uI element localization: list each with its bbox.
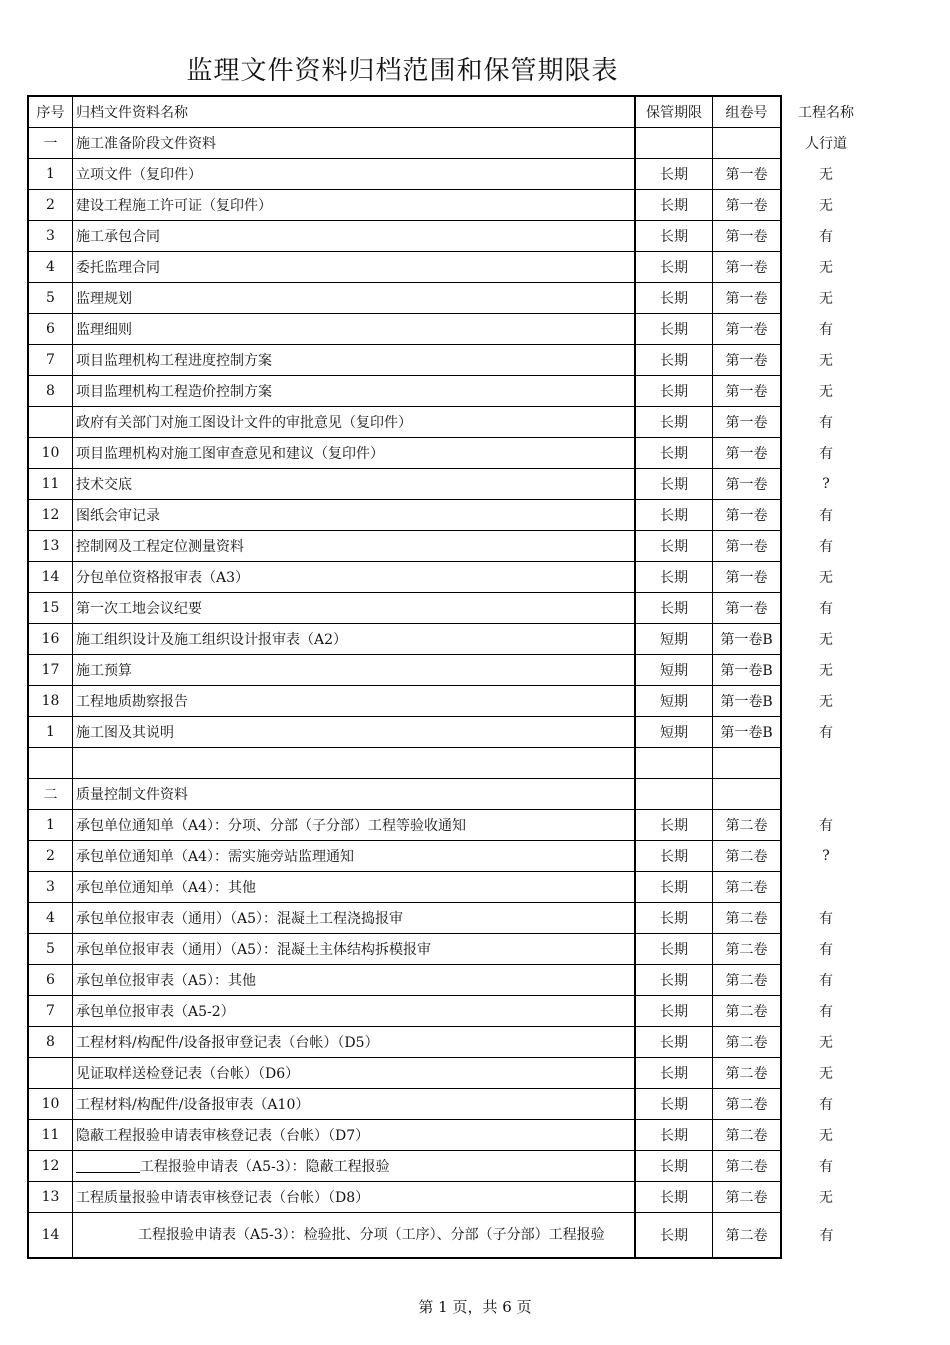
row-retention: 长期: [635, 345, 713, 376]
row-retention: 长期: [635, 1027, 713, 1058]
row-seq: 13: [28, 531, 73, 562]
row-seq: 3: [28, 221, 73, 252]
row-seq: 1: [28, 717, 73, 748]
row-retention: 长期: [635, 996, 713, 1027]
row-name: 工程地质勘察报告: [73, 686, 636, 717]
table-row: [28, 903, 871, 934]
table-row: [28, 562, 871, 593]
row-name: 承包单位通知单（A4）：需实施旁站监理通知: [73, 841, 636, 872]
table-row: [28, 748, 871, 779]
row-retention: 长期: [635, 1213, 713, 1259]
row-retention: 长期: [635, 903, 713, 934]
row-name-text: 工程报验申请表（A5-3）：检验批、分项（工序）、分部（子分部）工程报验: [138, 1227, 605, 1243]
row-seq: 10: [28, 438, 73, 469]
row-retention: 长期: [635, 283, 713, 314]
row-project: ?: [822, 848, 830, 864]
table-row: [28, 159, 871, 190]
table-row: [28, 1027, 871, 1058]
row-retention: 长期: [635, 1151, 713, 1182]
table-row: [28, 593, 871, 624]
table-row: [28, 965, 871, 996]
row-seq: 11: [28, 469, 73, 500]
row-project: 有: [819, 601, 833, 617]
row-seq: 6: [28, 314, 73, 345]
row-volume: 第二卷: [713, 1089, 782, 1120]
row-volume: 第一卷: [713, 407, 782, 438]
row-project: 有: [819, 508, 833, 524]
table-row: [28, 1213, 871, 1259]
table-row: [28, 531, 871, 562]
row-project: 有: [819, 415, 833, 431]
row-project: 无: [819, 260, 833, 276]
row-name: 第一次工地会议纪要: [73, 593, 636, 624]
row-name: 委托监理合同: [73, 252, 636, 283]
row-volume: 第一卷: [713, 345, 782, 376]
row-seq: 12: [28, 500, 73, 531]
row-seq: 10: [28, 1089, 73, 1120]
table-row: [28, 252, 871, 283]
row-name: 技术交底: [73, 469, 636, 500]
table-row: [28, 1058, 871, 1089]
row-retention: 长期: [635, 159, 713, 190]
table-row: [28, 221, 871, 252]
row-volume: 第二卷: [713, 872, 782, 903]
table-row: [28, 345, 871, 376]
row-retention: 长期: [635, 407, 713, 438]
table-row: [28, 996, 871, 1027]
row-project: [781, 748, 871, 779]
row-name: 项目监理机构工程进度控制方案: [73, 345, 636, 376]
page-title: 监理文件资料归档范围和保管期限表: [186, 56, 619, 86]
row-project: 无: [819, 198, 833, 214]
row-project: 无: [819, 291, 833, 307]
row-retention: 长期: [635, 314, 713, 345]
row-project: 有: [819, 725, 833, 741]
row-project: 有: [819, 942, 833, 958]
row-retention: 长期: [635, 593, 713, 624]
row-name: 承包单位通知单（A4）：其他: [73, 872, 636, 903]
row-volume: 第二卷: [713, 1120, 782, 1151]
row-volume: 第二卷: [713, 965, 782, 996]
row-project: 无: [819, 384, 833, 400]
row-project: 有: [819, 818, 833, 834]
row-volume: 第一卷B: [713, 717, 782, 748]
row-seq: 5: [28, 283, 73, 314]
row-seq: 8: [28, 376, 73, 407]
table-row: [28, 655, 871, 686]
row-volume: 第二卷: [713, 1058, 782, 1089]
row-retention: 长期: [635, 562, 713, 593]
row-volume: 第一卷: [713, 438, 782, 469]
row-volume: 第二卷: [713, 934, 782, 965]
row-project: 无: [819, 167, 833, 183]
table-row: [28, 1182, 871, 1213]
table-row: [28, 934, 871, 965]
row-volume: 第一卷: [713, 283, 782, 314]
row-volume: 第一卷: [713, 500, 782, 531]
row-project: 无: [819, 353, 833, 369]
row-project: 有: [819, 973, 833, 989]
row-seq: 3: [28, 872, 73, 903]
row-volume: 第二卷: [713, 1182, 782, 1213]
row-retention: 长期: [635, 1182, 713, 1213]
row-seq: 2: [28, 190, 73, 221]
row-seq: 16: [28, 624, 73, 655]
blank-fill-line: [76, 1158, 140, 1173]
table-body: [28, 96, 871, 1258]
row-seq: 18: [28, 686, 73, 717]
row-volume: 第一卷: [713, 593, 782, 624]
row-name: 项目监理机构工程造价控制方案: [73, 376, 636, 407]
row-volume: 第一卷: [713, 221, 782, 252]
table-row: [28, 469, 871, 500]
row-retention: 长期: [635, 252, 713, 283]
row-name: 图纸会审记录: [73, 500, 636, 531]
row-retention: 长期: [635, 841, 713, 872]
table-row: [28, 376, 871, 407]
row-volume: 第一卷: [713, 314, 782, 345]
row-name: 施工图及其说明: [73, 717, 636, 748]
row-volume: 第二卷: [713, 996, 782, 1027]
table-row: [28, 717, 871, 748]
row-volume: 第一卷: [713, 562, 782, 593]
header-volume: 组卷号: [713, 96, 782, 128]
row-project: 有: [819, 446, 833, 462]
row-volume: 第一卷B: [713, 624, 782, 655]
row-volume: 第一卷: [713, 159, 782, 190]
row-project: 无: [819, 1128, 833, 1144]
row-retention: 短期: [635, 717, 713, 748]
row-name: 隐蔽工程报验申请表审核登记表（台帐）（D7）: [73, 1120, 636, 1151]
row-retention: 长期: [635, 810, 713, 841]
row-seq: 一: [28, 128, 73, 159]
row-seq: 1: [28, 159, 73, 190]
row-seq: 1: [28, 810, 73, 841]
table-row: [28, 1120, 871, 1151]
row-project: 有: [819, 229, 833, 245]
header-project: 工程名称: [798, 104, 854, 121]
table-row: [28, 190, 871, 221]
row-seq: [28, 748, 73, 779]
row-seq: 13: [28, 1182, 73, 1213]
table-row: [28, 810, 871, 841]
row-volume: [713, 779, 782, 810]
row-name: 监理规划: [73, 283, 636, 314]
row-project: 有: [819, 322, 833, 338]
row-seq: 二: [28, 779, 73, 810]
row-volume: 第一卷: [713, 252, 782, 283]
row-retention: 长期: [635, 438, 713, 469]
row-name: 承包单位报审表（A5-2）: [73, 996, 636, 1027]
table-row: [28, 686, 871, 717]
row-seq: 11: [28, 1120, 73, 1151]
header-retention: 保管期限: [635, 96, 713, 128]
row-retention: 长期: [635, 965, 713, 996]
archive-table: [27, 95, 872, 1259]
row-project: 有: [819, 1228, 834, 1245]
row-retention: 长期: [635, 1120, 713, 1151]
page-footer: 第 1 页，共 6 页: [418, 1298, 532, 1316]
row-name: 见证取样送检登记表（台帐）（D6）: [73, 1058, 636, 1089]
table-row: [28, 1089, 871, 1120]
row-seq: 4: [28, 252, 73, 283]
row-retention: 长期: [635, 500, 713, 531]
row-retention: 长期: [635, 1089, 713, 1120]
row-name: 项目监理机构对施工图审查意见和建议（复印件）: [73, 438, 636, 469]
row-project: 无: [819, 1066, 833, 1082]
row-retention: 长期: [635, 1058, 713, 1089]
row-project: 无: [819, 570, 833, 586]
row-volume: 第二卷: [713, 903, 782, 934]
row-name: 工程材料/构配件/设备报审表（A10）: [73, 1089, 636, 1120]
row-name: 控制网及工程定位测量资料: [73, 531, 636, 562]
row-volume: 第二卷: [713, 1213, 782, 1259]
row-name: 承包单位报审表（通用）（A5）：混凝土工程浇捣报审: [73, 903, 636, 934]
row-retention: 长期: [635, 531, 713, 562]
row-volume: 第一卷: [713, 469, 782, 500]
row-retention: 短期: [635, 686, 713, 717]
row-seq: 14: [28, 1213, 73, 1259]
table-row: [28, 1151, 871, 1182]
row-seq: 6: [28, 965, 73, 996]
row-project: 有: [819, 539, 833, 555]
row-volume: 第一卷: [713, 190, 782, 221]
row-project: 无: [819, 1190, 833, 1206]
row-retention: 长期: [635, 934, 713, 965]
row-seq: 5: [28, 934, 73, 965]
row-name: 监理细则: [73, 314, 636, 345]
row-name: 质量控制文件资料: [73, 779, 636, 810]
row-volume: [713, 748, 782, 779]
row-seq: 2: [28, 841, 73, 872]
table-row: [28, 314, 871, 345]
row-name: 承包单位报审表（通用）（A5）：混凝土主体结构拆模报审: [73, 934, 636, 965]
row-volume: 第二卷: [713, 841, 782, 872]
row-retention: 长期: [635, 872, 713, 903]
row-project: 有: [819, 1004, 833, 1020]
row-project: 无: [819, 663, 833, 679]
header-seq: 序号: [28, 96, 73, 128]
row-seq: 7: [28, 345, 73, 376]
row-volume: 第二卷: [713, 810, 782, 841]
row-project: 有: [819, 1159, 833, 1175]
row-retention: [635, 779, 713, 810]
row-seq: 15: [28, 593, 73, 624]
row-name: 立项文件（复印件）: [73, 159, 636, 190]
row-volume: 第一卷: [713, 376, 782, 407]
row-project: [781, 779, 871, 810]
table-row: [28, 500, 871, 531]
row-project: 有: [819, 911, 833, 927]
row-volume: 第二卷: [713, 1027, 782, 1058]
row-name: 施工预算: [73, 655, 636, 686]
row-volume: 第二卷: [713, 1151, 782, 1182]
row-name: 政府有关部门对施工图设计文件的审批意见（复印件）: [73, 407, 636, 438]
row-volume: [713, 128, 782, 159]
row-name: 工程质量报验申请表审核登记表（台帐）（D8）: [73, 1182, 636, 1213]
row-project: [781, 872, 871, 903]
table-header-row: [28, 96, 871, 128]
row-name: 施工承包合同: [73, 221, 636, 252]
row-seq: 8: [28, 1027, 73, 1058]
row-retention: 长期: [635, 469, 713, 500]
row-project: 无: [819, 694, 833, 710]
row-seq: [28, 1058, 73, 1089]
row-retention: 短期: [635, 655, 713, 686]
table-row: [28, 624, 871, 655]
row-retention: [635, 748, 713, 779]
row-seq: 12: [28, 1151, 73, 1182]
table-row: [28, 438, 871, 469]
row-name: 承包单位通知单（A4）：分项、分部（子分部）工程等验收通知: [73, 810, 636, 841]
row-seq: 7: [28, 996, 73, 1027]
row-name: 建设工程施工许可证（复印件）: [73, 190, 636, 221]
row-name: [73, 1151, 636, 1182]
row-name: 承包单位报审表（A5）：其他: [73, 965, 636, 996]
row-name: 施工准备阶段文件资料: [73, 128, 636, 159]
row-project: 无: [819, 1035, 833, 1051]
header-name: 归档文件资料名称: [73, 96, 636, 128]
row-name-text: 工程报验申请表（A5-3）：隐蔽工程报验: [140, 1159, 390, 1175]
row-retention: 长期: [635, 221, 713, 252]
row-seq: 17: [28, 655, 73, 686]
row-retention: 长期: [635, 376, 713, 407]
table-row: [28, 872, 871, 903]
table-row: [28, 128, 871, 159]
row-seq: 4: [28, 903, 73, 934]
row-volume: 第一卷B: [713, 686, 782, 717]
row-retention: 短期: [635, 624, 713, 655]
row-seq: 14: [28, 562, 73, 593]
row-retention: 长期: [635, 190, 713, 221]
row-name: [73, 748, 636, 779]
row-name: 工程材料/构配件/设备报审登记表（台帐）（D5）: [73, 1027, 636, 1058]
table-row: [28, 779, 871, 810]
table-row: [28, 841, 871, 872]
row-retention: [635, 128, 713, 159]
row-name: [73, 1213, 636, 1259]
row-project: 人行道: [805, 136, 847, 152]
row-volume: 第一卷: [713, 531, 782, 562]
table-row: [28, 283, 871, 314]
row-name: 施工组织设计及施工组织设计报审表（A2）: [73, 624, 636, 655]
row-project: 有: [819, 1097, 833, 1113]
table-row: [28, 407, 871, 438]
row-volume: 第一卷B: [713, 655, 782, 686]
row-project: ?: [822, 476, 830, 492]
row-seq: [28, 407, 73, 438]
row-name: 分包单位资格报审表（A3）: [73, 562, 636, 593]
row-project: 无: [819, 632, 833, 648]
